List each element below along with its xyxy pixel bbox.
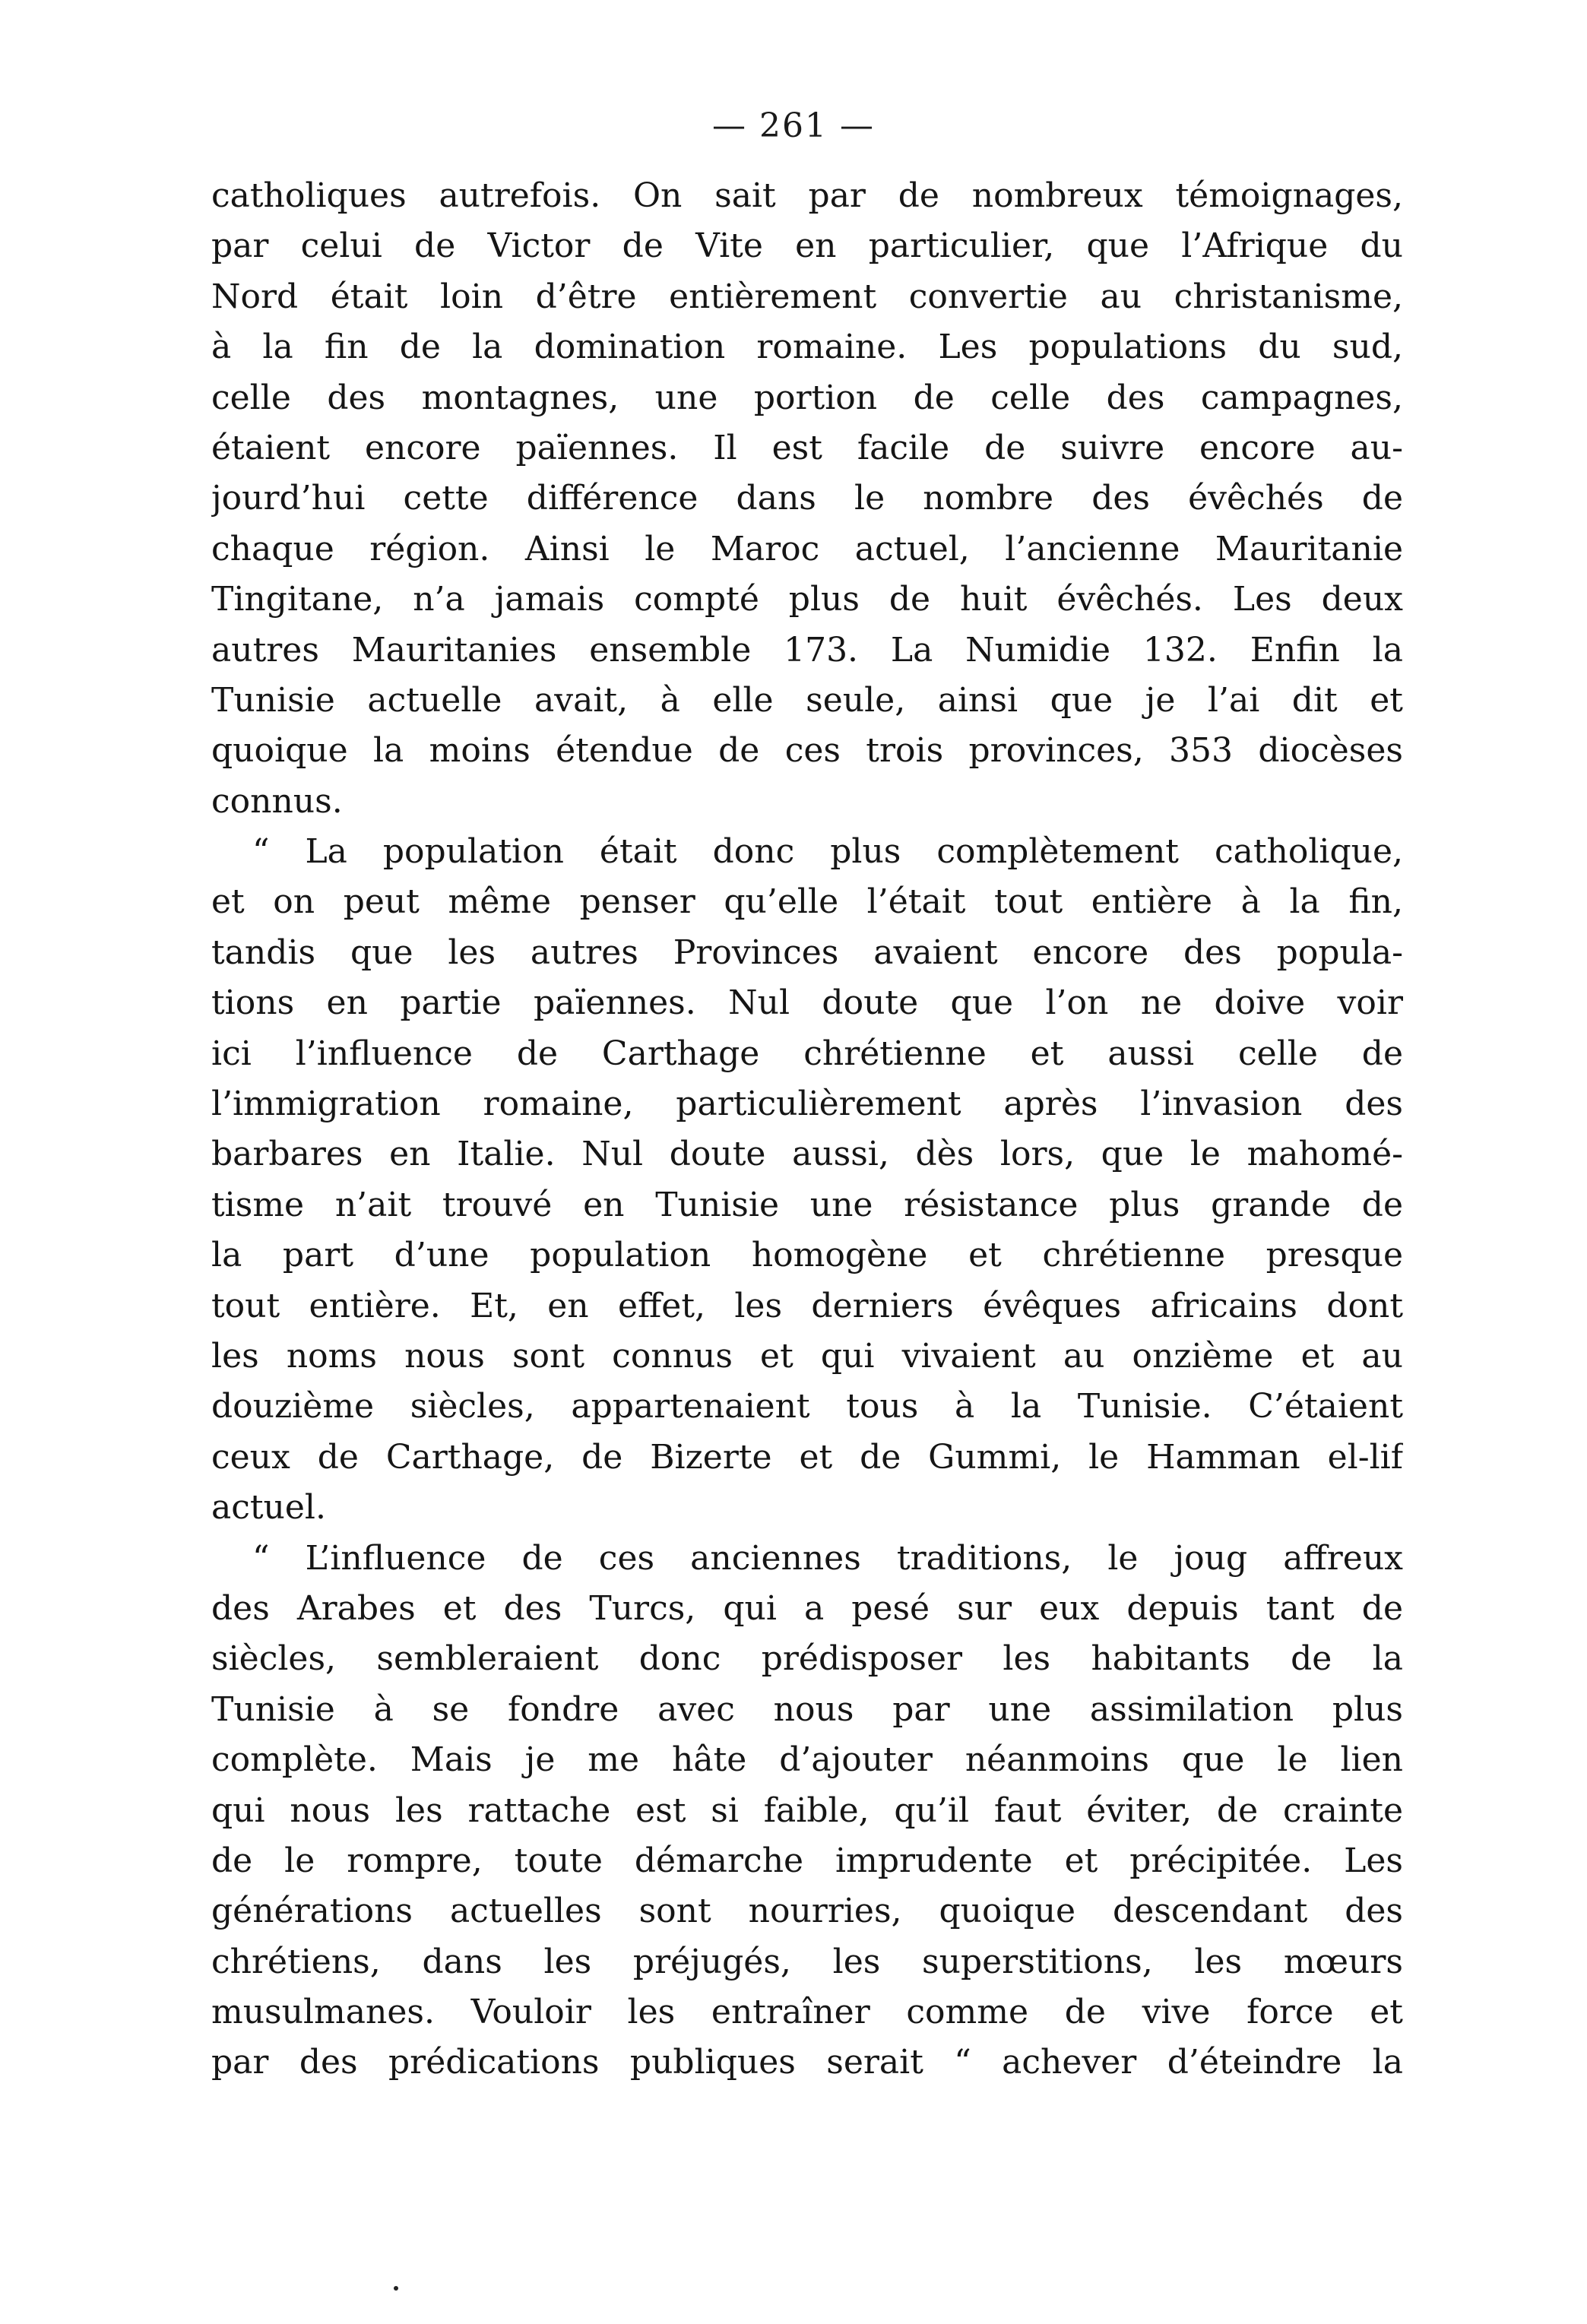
text-line: générations actuelles sont nourries, quoique descendant des [211,1892,1403,1931]
text-line: des Arabes et des Turcs, qui a pesé sur eux depuis tant de [211,1588,1403,1628]
text-line: qui nous les rattache est si faible, qu’il faut éviter, de crainte [211,1790,1403,1830]
text-line: de le rompre, toute démarche imprudente et précipitée. Les [211,1841,1403,1880]
text-line: les noms nous sont connus et qui vivaient au onzième et au [211,1336,1403,1376]
text-line: la part d’une population homogène et chrétienne presque [211,1236,1403,1275]
text-line: douzième siècles, appartenaient tous à la Tunisie. C’étaient [211,1387,1403,1426]
text-line-paragraph-start: “ L’influence de ces anciennes traditions, le joug affreux [252,1538,1403,1578]
text-line: chaque région. Ainsi le Maroc actuel, l’ancienne Mauritanie [211,529,1403,568]
text-line: par des prédications publiques serait “ achever d’éteindre la [211,2043,1403,2082]
text-line: par celui de Victor de Vite en particulier, que l’Afrique du [211,226,1403,266]
text-line: musulmanes. Vouloir les entraîner comme de vive force et [211,1993,1403,2032]
page-number: — 261 — [712,106,875,145]
text-line: ceux de Carthage, de Bizerte et de Gummi, le Hamman el-lif [211,1437,1403,1477]
text-line: Nord était loin d’être entièrement convertie au christanisme, [211,277,1403,316]
text-line-paragraph-start: “ La population était donc plus complètement catholique, [252,832,1403,872]
text-line: celle des montagnes, une portion de celle des campagnes, [211,378,1403,417]
text-line: catholiques autrefois. On sait par de nombreux témoignages, [211,176,1403,215]
text-line: tions en partie païennes. Nul doute que l’on ne doive voir [211,983,1403,1023]
text-line: jourd’hui cette différence dans le nombre des évêchés de [211,479,1403,518]
text-line: chrétiens, dans les préjugés, les superstitions, les mœurs [211,1942,1403,1981]
text-line: Tunisie actuelle avait, à elle seule, ainsi que je l’ai dit et [211,680,1403,720]
text-line: Tingitane, n’a jamais compté plus de huit évêchés. Les deux [211,580,1403,619]
text-line: autres Mauritanies ensemble 173. La Numidie 132. Enfin la [211,630,1403,670]
text-line: l’immigration romaine, particulièrement après l’invasion des [211,1084,1403,1124]
text-line: complète. Mais je me hâte d’ajouter néanmoins que le lien [211,1740,1403,1780]
text-line: à la fin de la domination romaine. Les populations du sud, [211,328,1403,367]
text-line: tisme n’ait trouvé en Tunisie une résistance plus grande de [211,1185,1403,1224]
text-line: quoique la moins étendue de ces trois provinces, 353 diocèses [211,731,1403,771]
text-line: barbares en Italie. Nul doute aussi, dès lors, que le mahomé- [211,1135,1403,1174]
body-text [211,171,1403,2088]
text-line: siècles, sembleraient donc prédisposer les habitants de la [211,1639,1403,1679]
text-line: tandis que les autres Provinces avaient encore des popula- [211,932,1403,972]
text-line-paragraph-end: connus. [211,781,343,821]
text-line: ici l’influence de Carthage chrétienne et aussi celle de [211,1034,1403,1073]
text-line: et on peut même penser qu’elle l’était tout entière à la fin, [211,882,1403,922]
text-line-paragraph-end: actuel. [211,1488,326,1528]
text-line: étaient encore païennes. Il est facile de suivre encore au- [211,428,1403,467]
print-mark [394,2286,398,2291]
text-line: Tunisie à se fondre avec nous par une assimilation plus [211,1689,1403,1729]
text-line: tout entière. Et, en effet, les derniers évêques africains dont [211,1286,1403,1325]
